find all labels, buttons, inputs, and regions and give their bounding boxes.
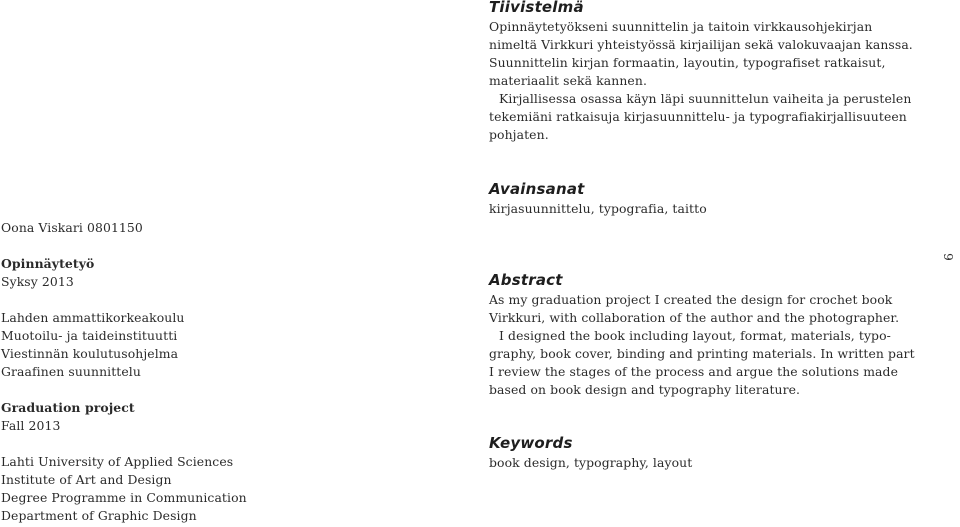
english-institution-line: Degree Programme in Communication: [1, 490, 247, 505]
english-institution-line: Department of Graphic Design: [1, 508, 197, 523]
english-title: Graduation project: [1, 400, 135, 415]
tiivistelma-line: pohjaten.: [489, 127, 549, 142]
abstract-body: [489, 291, 915, 399]
tiivistelma-line: nimeltä Virkkuri yhteistyössä kirjailijan sekä valokuvaajan kanssa.: [489, 37, 913, 52]
abstract-section: [489, 271, 915, 399]
finnish-institution-line: Lahden ammattikorkeakoulu: [1, 310, 185, 325]
tiivistelma-line: Opinnäytetyökseni suunnittelin ja taitoin virkkausohjekirjan: [489, 19, 873, 34]
keywords-text: book design, typography, layout: [489, 455, 693, 470]
keywords-heading: Keywords: [489, 434, 573, 452]
tiivistelma-section: [489, 0, 913, 144]
abstract-line: I designed the book including layout, format, materials, typo-: [499, 328, 891, 343]
abstract-line: based on book design and typography literature.: [489, 382, 801, 397]
english-institution-line: Lahti University of Applied Sciences: [1, 454, 234, 469]
english-term: Fall 2013: [1, 418, 61, 433]
finnish-title: Opinnäytetyö: [1, 256, 95, 271]
finnish-institution-line: Viestinnän koulutusohjelma: [1, 346, 179, 361]
abstract-line: graphy, book cover, binding and printing materials. In written part: [489, 346, 915, 361]
tiivistelma-line: Suunnittelin kirjan formaatin, layoutin, typografiset ratkaisut,: [489, 55, 886, 70]
abstract-heading: Abstract: [489, 271, 563, 289]
author-name-id: Oona Viskari 0801150: [1, 220, 143, 235]
avainsanat-heading: Avainsanat: [489, 180, 585, 198]
tiivistelma-body: [489, 18, 913, 144]
avainsanat-section: [489, 180, 707, 218]
page-number: 9: [941, 253, 956, 261]
abstract-line: Virkkuri, with collaboration of the author and the photographer.: [489, 310, 900, 325]
tiivistelma-line: tekemiäni ratkaisuja kirjasuunnittelu- ja typografiakirjallisuuteen: [489, 109, 907, 124]
tiivistelma-heading: Tiivistelmä: [489, 0, 584, 16]
tiivistelma-line: Kirjallisessa osassa käyn läpi suunnittelun vaiheita ja perustelen: [499, 91, 912, 106]
keywords-section: [489, 434, 692, 472]
abstract-line: As my graduation project I created the design for crochet book: [489, 292, 893, 307]
abstract-line: I review the stages of the process and argue the solutions made: [489, 364, 899, 379]
finnish-info: [1, 255, 247, 525]
english-institution-line: Institute of Art and Design: [1, 472, 172, 487]
finnish-term: Syksy 2013: [1, 274, 74, 289]
finnish-institution-line: Muotoilu- ja taideinstituutti: [1, 328, 178, 343]
finnish-institution-line: Graafinen suunnittelu: [1, 364, 141, 379]
tiivistelma-line: materiaalit sekä kannen.: [489, 73, 647, 88]
avainsanat-text: kirjasuunnittelu, typografia, taitto: [489, 201, 707, 216]
